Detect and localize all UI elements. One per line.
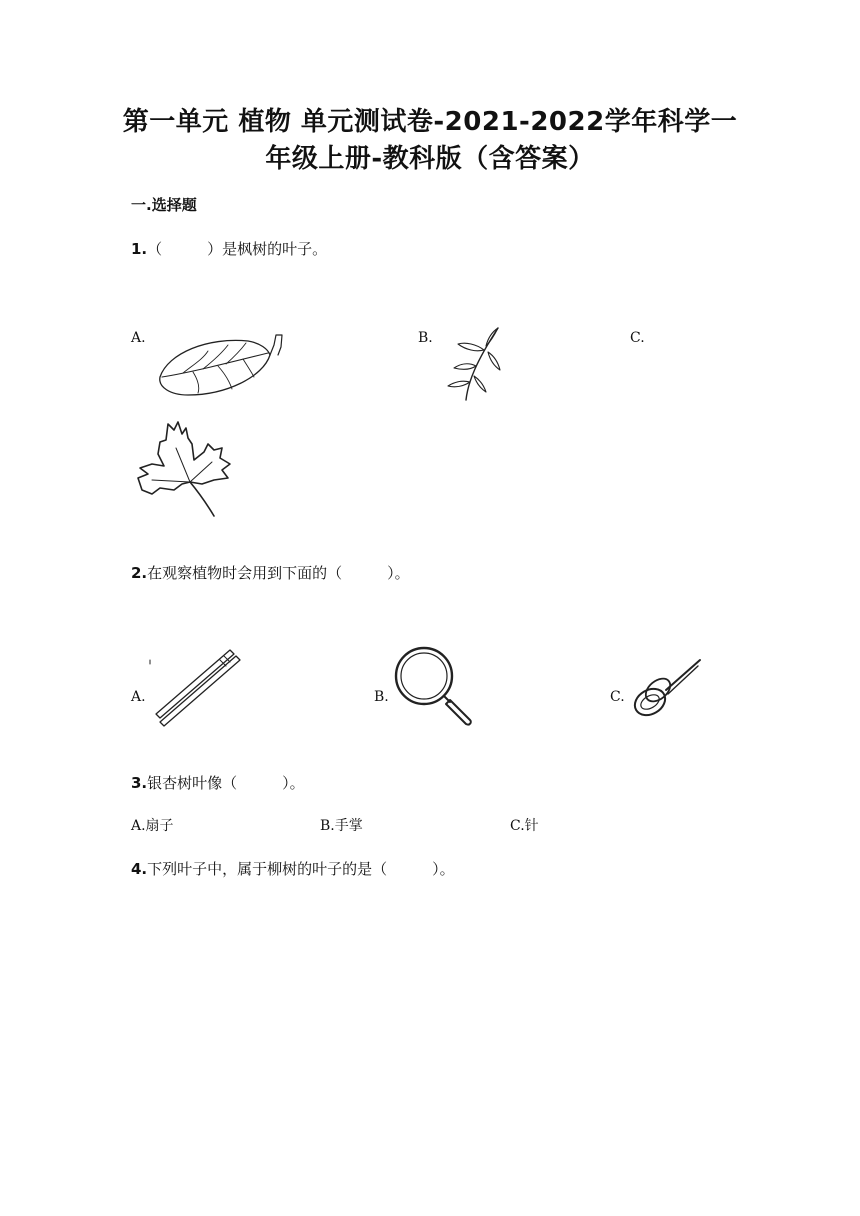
oval-leaf-icon[interactable] bbox=[148, 325, 288, 400]
page-title-line-2: 年级上册-教科版（含答案） bbox=[265, 144, 595, 174]
question-1-text: （ ）是枫树的叶子。 bbox=[147, 240, 328, 258]
q1-option-c-label[interactable]: C. bbox=[630, 330, 645, 346]
q2-option-a-label[interactable]: A. bbox=[131, 689, 146, 705]
q2-option-c-label[interactable]: C. bbox=[610, 689, 625, 705]
question-4-number: 4. bbox=[131, 860, 148, 878]
q2-option-b-label[interactable]: B. bbox=[374, 689, 389, 705]
question-2-text: 在观察植物时会用到下面的（ ）。 bbox=[147, 564, 410, 582]
question-2-number: 2. bbox=[131, 564, 148, 582]
section-heading: 一.选择题 bbox=[131, 196, 197, 214]
question-4 bbox=[131, 858, 455, 879]
question-3 bbox=[131, 772, 305, 793]
chopsticks-icon[interactable] bbox=[146, 644, 246, 726]
willow-twig-icon[interactable] bbox=[440, 322, 510, 404]
scissors-icon[interactable] bbox=[628, 656, 704, 722]
q3-option-b[interactable]: B.手掌 bbox=[320, 818, 363, 834]
question-1 bbox=[131, 238, 327, 259]
question-2 bbox=[131, 562, 410, 583]
q1-option-a-label[interactable]: A. bbox=[131, 330, 146, 346]
q1-option-b-label[interactable]: B. bbox=[418, 330, 433, 346]
question-4-text: 下列叶子中，属于柳树的叶子的是（ ）。 bbox=[147, 860, 455, 878]
q3-option-c[interactable]: C.针 bbox=[510, 818, 539, 834]
maple-leaf-icon[interactable] bbox=[130, 418, 240, 518]
page-title-line-1: 第一单元 植物 单元测试卷-2021-2022学年科学一 bbox=[122, 107, 738, 137]
q3-option-a[interactable]: A.扇子 bbox=[131, 818, 174, 834]
question-3-number: 3. bbox=[131, 774, 148, 792]
question-1-number: 1. bbox=[131, 240, 148, 258]
magnifying-glass-icon[interactable] bbox=[392, 644, 482, 726]
question-3-text: 银杏树叶像（ ）。 bbox=[147, 774, 305, 792]
